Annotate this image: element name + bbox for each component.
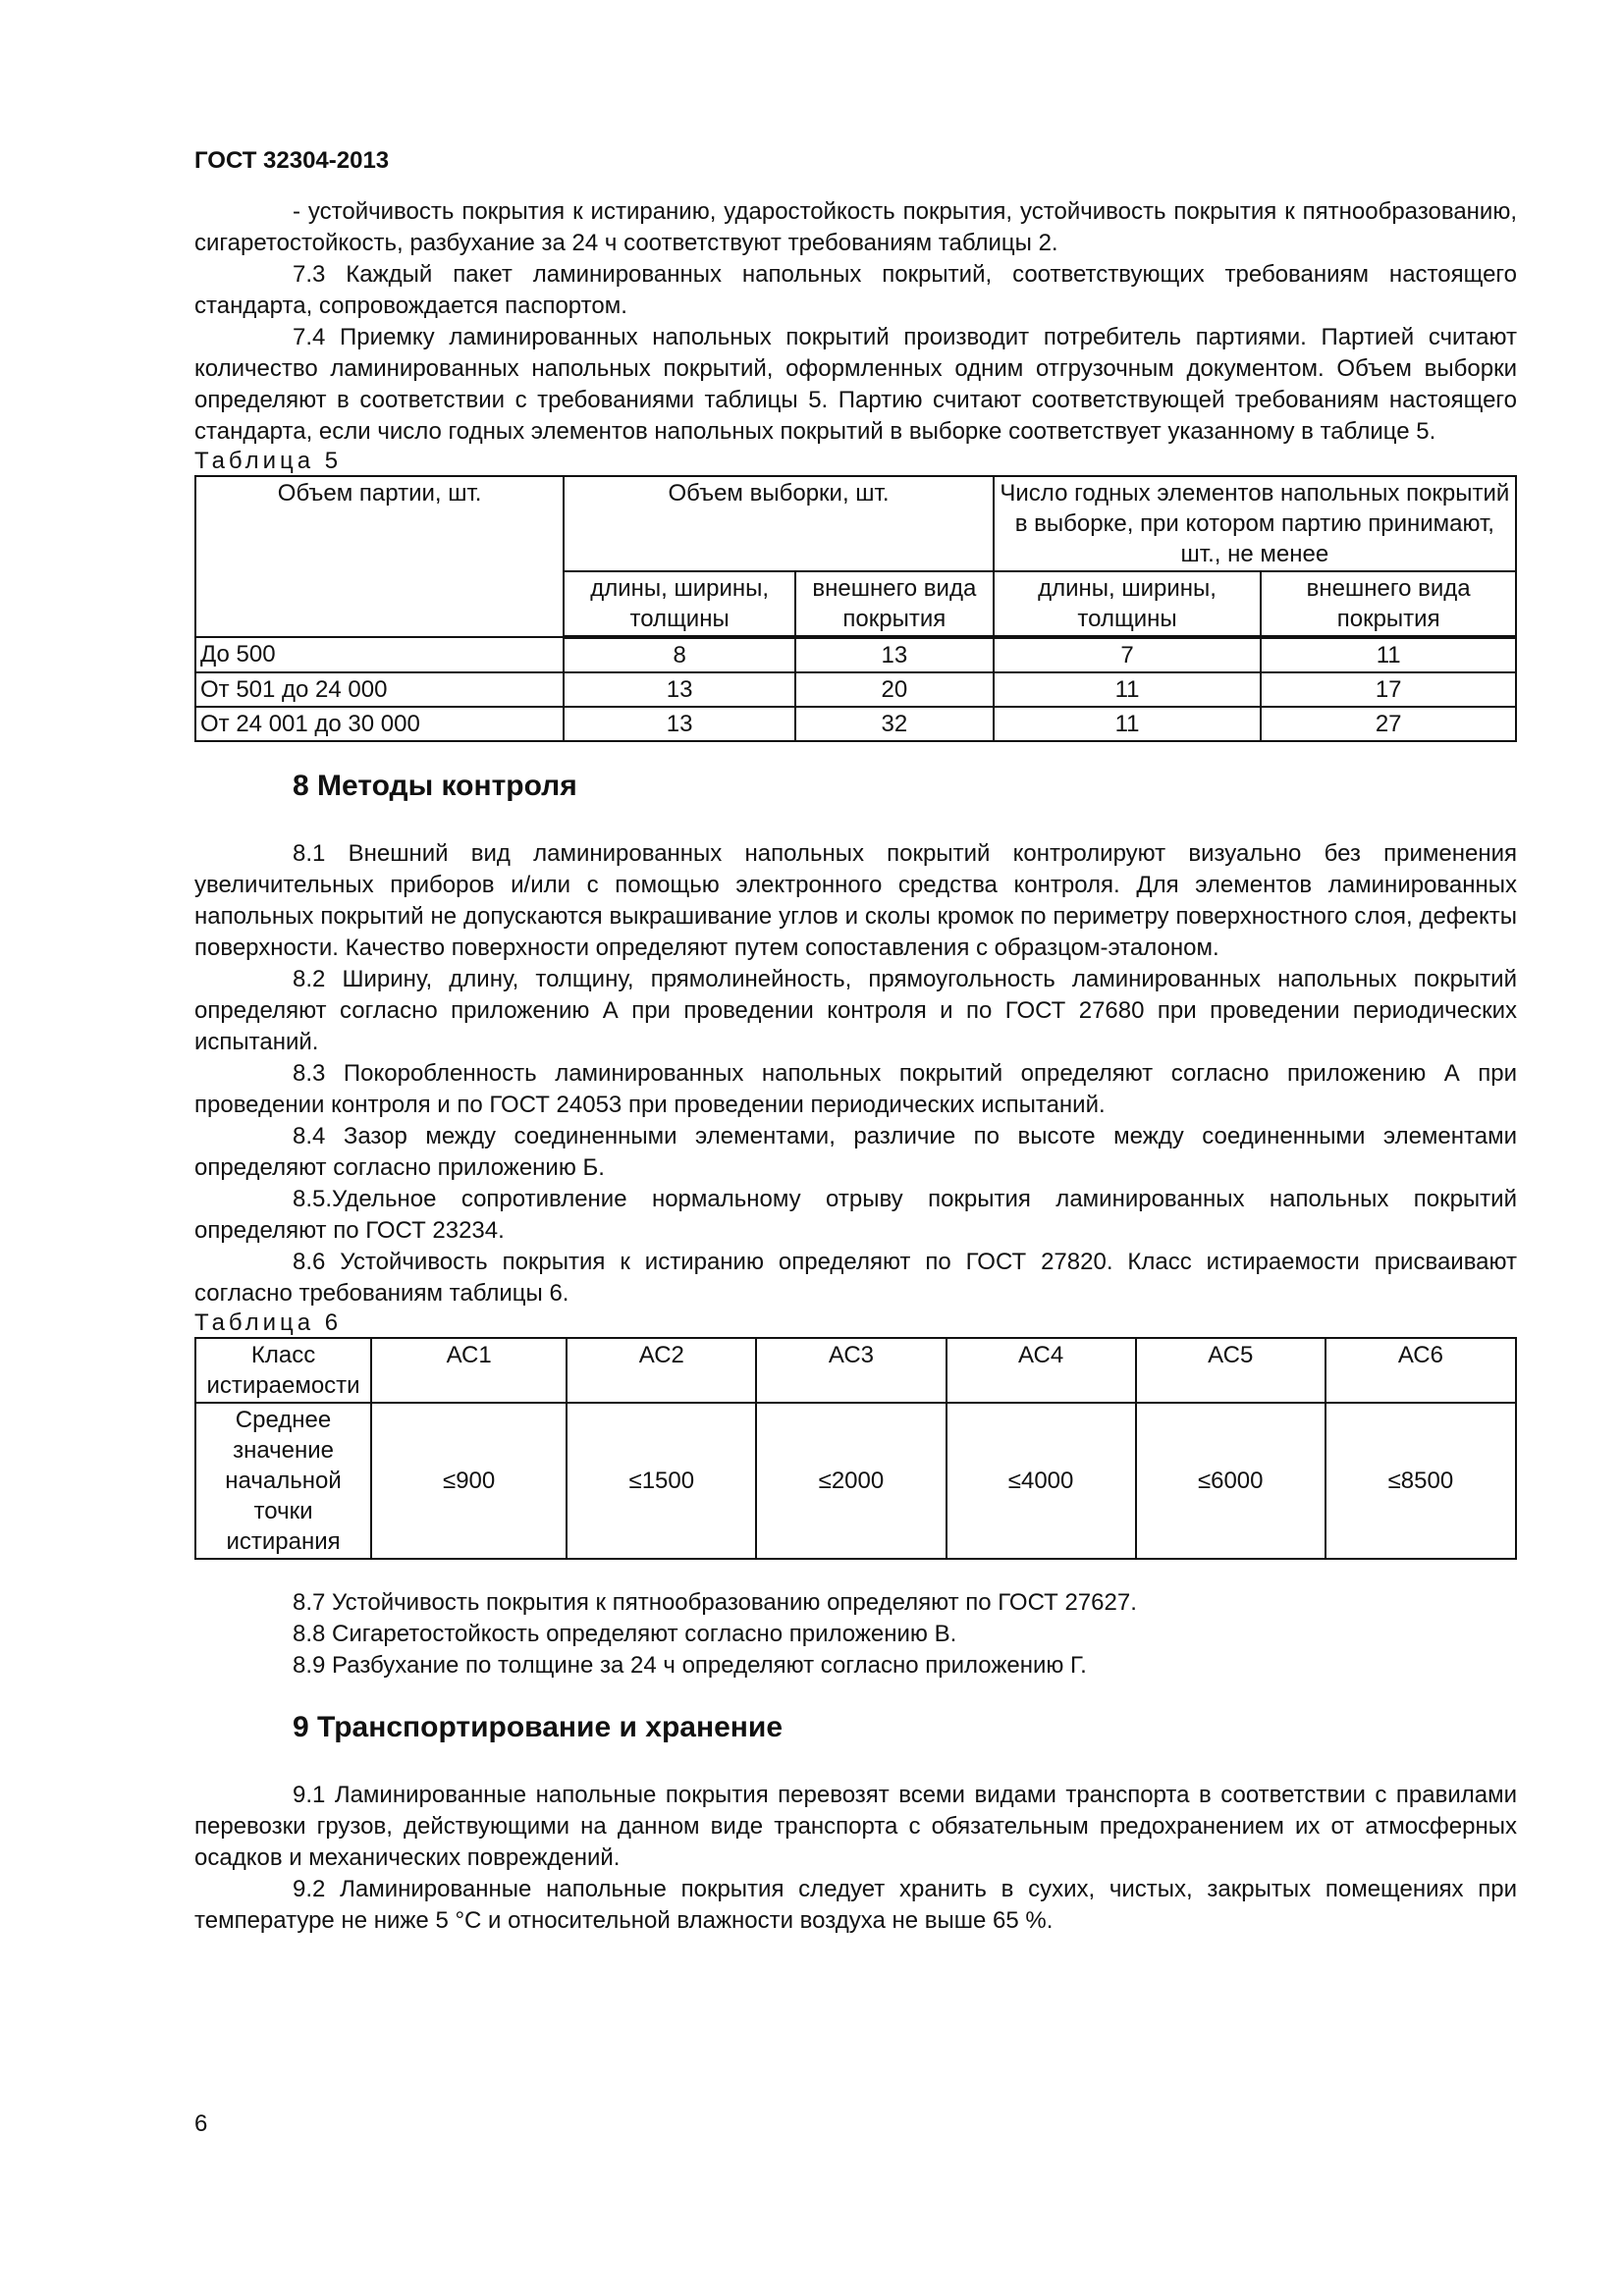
paragraph-7-4: 7.4 Приемку ламинированных напольных покрытий производит потребитель партиями. Партией считают количество ламинированных напольных покрытий, оформленных одним отгрузочным документом. Объем выборки определяют в соответствии с требованиями таблицы 5. Партию считают соответствующей требованиям настоящего стандарта, если число годных элементов напольных покрытий в выборке соответствует указанному в таблице 5. (194, 324, 1517, 445)
table-6 (194, 1337, 1517, 1560)
table-cell: ≤2000 (756, 1403, 946, 1559)
table-cell: 27 (1261, 707, 1516, 741)
table-cell: 13 (564, 707, 795, 741)
table-row (195, 672, 1516, 707)
paragraph-8-1: 8.1 Внешний вид ламинированных напольных покрытий контролируют визуально без применения увеличительных приборов и/или с помощью электронного средства контроля. Для элементов ламинированных напольных покрытий не допускаются выкрашивание углов и сколы кромок по периметру поверхностного слоя, дефекты поверхности. Качество поверхности определяют путем сопоставления с образцом-эталоном. (194, 840, 1517, 961)
paragraph-8-6: 8.6 Устойчивость покрытия к истиранию определяют по ГОСТ 27820. Класс истираемости присваивают согласно требованиям таблицы 6. (194, 1249, 1517, 1307)
table-cell: АС6 (1325, 1338, 1516, 1403)
table-5-caption: Таблица 5 (194, 448, 343, 474)
paragraph-8-8: 8.8 Сигаретостойкость определяют согласно приложению В. (293, 1621, 957, 1647)
paragraph-8-2: 8.2 Ширину, длину, толщину, прямолинейность, прямоугольность ламинированных напольных покрытий определяют согласно приложению А при проведении контроля и по ГОСТ 27680 при проведении периодических испытаний. (194, 966, 1517, 1055)
table-5-header-lot: Объем партии, шт. (195, 476, 564, 637)
paragraph-9-2: 9.2 Ламинированные напольные покрытия следует хранить в сухих, чистых, закрытых помещениях при температуре не ниже 5 °С и относительной влажности воздуха не выше 65 %. (194, 1876, 1517, 1934)
section-8-heading: 8 Методы контроля (293, 770, 577, 802)
page-number: 6 (194, 2110, 208, 2137)
table-row (195, 707, 1516, 741)
table-cell: До 500 (195, 637, 564, 672)
table-cell: АС1 (371, 1338, 567, 1403)
table-cell: ≤4000 (947, 1403, 1136, 1559)
section-9-heading: 9 Транспортирование и хранение (293, 1711, 784, 1743)
table-5-header-good-dimensions: длины, ширины, толщины (994, 571, 1262, 637)
table-cell: 17 (1261, 672, 1516, 707)
table-5-header-good: Число годных элементов напольных покрытий в выборке, при котором партию принимают, шт., не менее (994, 476, 1516, 571)
paragraph-7-2-list-item: - устойчивость покрытия к истиранию, ударостойкость покрытия, устойчивость покрытия к пятнообразованию, сигаретостойкость, разбухание за 24 ч соответствуют требованиям таблицы 2. (194, 198, 1517, 256)
table-cell: 11 (994, 707, 1262, 741)
table-5-header-good-visual: внешнего вида покрытия (1261, 571, 1516, 637)
table-5 (194, 475, 1517, 742)
paragraph-8-9: 8.9 Разбухание по толщине за 24 ч определяют согласно приложению Г. (293, 1652, 1087, 1679)
paragraph-8-3: 8.3 Покоробленность ламинированных напольных покрытий определяют согласно приложению А при проведении контроля и по ГОСТ 24053 при проведении периодических испытаний. (194, 1060, 1517, 1118)
table-6-row-label: Среднее значение начальной точки истирания (195, 1403, 371, 1559)
table-cell: АС5 (1136, 1338, 1325, 1403)
table-cell: ≤900 (371, 1403, 567, 1559)
table-cell: 32 (795, 707, 994, 741)
table-cell: 11 (994, 672, 1262, 707)
table-cell: ≤6000 (1136, 1403, 1325, 1559)
table-6-header-class: Класс истираемости (195, 1338, 371, 1403)
table-cell: 8 (564, 637, 795, 672)
table-5-header-sample-visual: внешнего вида покрытия (795, 571, 994, 637)
paragraph-9-1: 9.1 Ламинированные напольные покрытия перевозят всеми видами транспорта в соответствии с правилами перевозки грузов, действующими на данном виде транспорта с обязательным предохранением их от атмосферных осадков и механических повреждений. (194, 1782, 1517, 1871)
table-row (195, 637, 1516, 672)
paragraph-8-7: 8.7 Устойчивость покрытия к пятнообразованию определяют по ГОСТ 27627. (293, 1589, 1137, 1616)
table-cell: От 24 001 до 30 000 (195, 707, 564, 741)
table-cell: 7 (994, 637, 1262, 672)
table-cell: 13 (564, 672, 795, 707)
table-cell: 13 (795, 637, 994, 672)
table-cell: АС2 (567, 1338, 756, 1403)
table-5-header-sample-dimensions: длины, ширины, толщины (564, 571, 795, 637)
paragraph-8-4: 8.4 Зазор между соединенными элементами, различие по высоте между соединенными элементами определяют согласно приложению Б. (194, 1123, 1517, 1181)
document-page (194, 147, 1517, 1937)
table-6-caption: Таблица 6 (194, 1309, 343, 1336)
paragraph-8-5: 8.5.Удельное сопротивление нормальному отрыву покрытия ламинированных напольных покрытий определяют по ГОСТ 23234. (194, 1186, 1517, 1244)
table-5-header-sample: Объем выборки, шт. (564, 476, 993, 571)
paragraph-7-3: 7.3 Каждый пакет ламинированных напольных покрытий, соответствующих требованиям настоящего стандарта, сопровождается паспортом. (194, 261, 1517, 319)
document-code: ГОСТ 32304-2013 (194, 147, 390, 174)
table-cell: 20 (795, 672, 994, 707)
table-cell: АС3 (756, 1338, 946, 1403)
table-cell: АС4 (947, 1338, 1136, 1403)
table-cell: ≤8500 (1325, 1403, 1516, 1559)
table-cell: От 501 до 24 000 (195, 672, 564, 707)
table-cell: 11 (1261, 637, 1516, 672)
table-row (195, 1403, 1516, 1559)
table-cell: ≤1500 (567, 1403, 756, 1559)
